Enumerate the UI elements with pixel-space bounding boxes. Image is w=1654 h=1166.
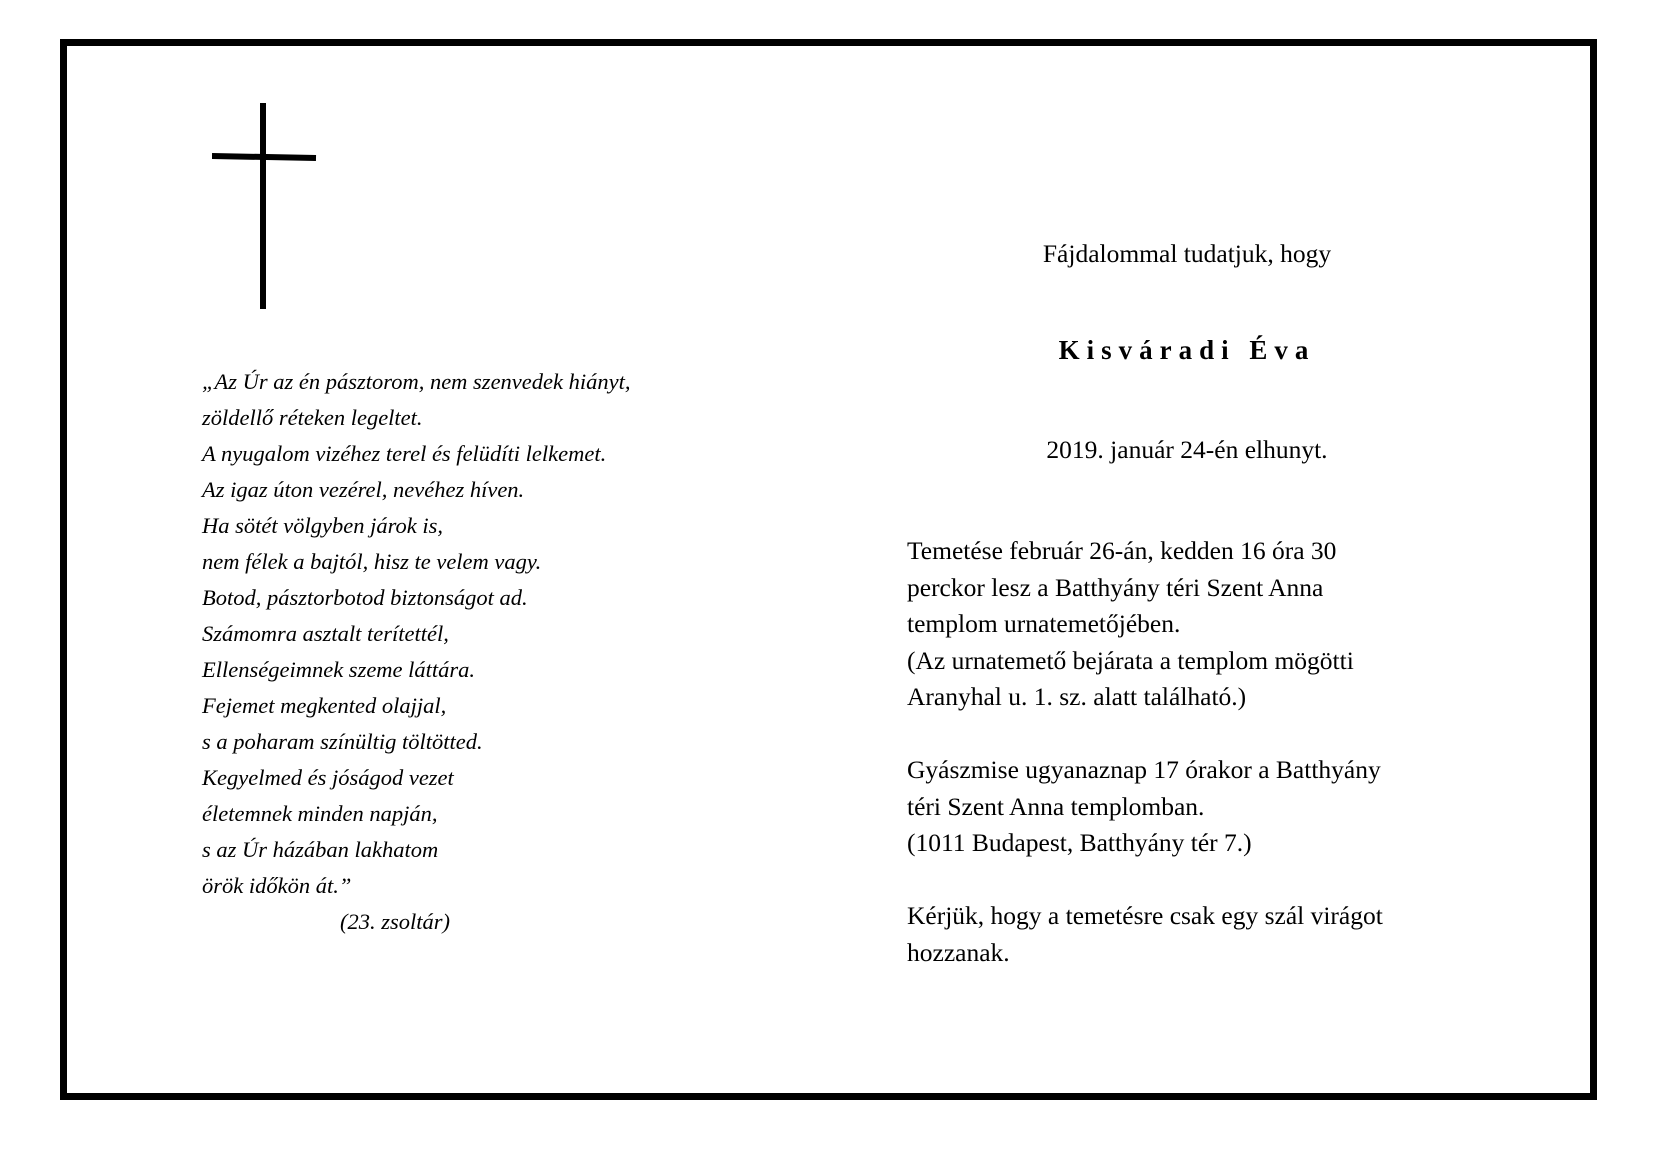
psalm-line: A nyugalom vizéhez terel és felüdíti lelkemet. [202,441,607,466]
mass-paragraph [907,752,1447,862]
psalm-line: s a poharam színültig töltötted. [202,729,483,754]
psalm-line: Számomra asztalt terítettél, [202,621,449,646]
funeral-line: templom urnatemetőjében. [907,609,1181,638]
psalm-line: Kegyelmed és jóságod vezet [202,765,454,790]
psalm-line: Fejemet megkented olajjal, [202,693,447,718]
deceased-name: Kisváradi Éva [1058,335,1316,365]
psalm-line: életemnek minden napján, [202,801,438,826]
mass-line: téri Szent Anna templomban. [907,791,1205,821]
psalm-line: „Az Úr az én pásztorom, nem szenvedek hiányt, [202,369,631,394]
intro-text: Fájdalommal tudatjuk, hogy [1042,239,1332,268]
funeral-line: Aranyhal u. 1. sz. alatt található.) [907,682,1247,711]
psalm-line: s az Úr házában lakhatom [202,837,439,862]
funeral-line: Temetése február 26-án, kedden 16 óra 30 [907,536,1337,565]
funeral-paragraph [907,533,1447,716]
obituary-card [60,39,1597,1100]
psalm-quote [202,364,631,940]
mass-line: (1011 Budapest, Batthyány tér 7.) [907,828,1252,857]
flowers-paragraph [907,898,1447,971]
psalm-line: Ha sötét völgyben járok is, [202,513,443,538]
latin-cross-icon [212,103,322,323]
funeral-line: (Az urnatemető bejárata a templom mögötti [907,645,1354,675]
funeral-line: perckor lesz a Batthyány téri Szent Anna [907,572,1324,602]
psalm-line: Botod, pásztorbotod biztonságot ad. [202,585,528,610]
psalm-line: Ellenségeimnek szeme láttára. [202,657,476,682]
flowers-line: hozzanak. [907,937,1010,967]
death-date: 2019. január 24-én elhunyt. [1046,435,1328,464]
psalm-line: nem félek a bajtól, hisz te velem vagy. [202,549,542,574]
psalm-source: (23. zsoltár) [340,909,451,934]
psalm-line: örök időkön át.” [202,873,352,898]
psalm-line: Az igaz úton vezérel, nevéhez híven. [202,477,525,502]
flowers-line: Kérjük, hogy a temetésre csak egy szál virágot [907,901,1383,930]
mass-line: Gyászmise ugyanaznap 17 órakor a Batthyány [907,755,1381,784]
psalm-line: zöldellő réteken legeltet. [202,405,423,430]
